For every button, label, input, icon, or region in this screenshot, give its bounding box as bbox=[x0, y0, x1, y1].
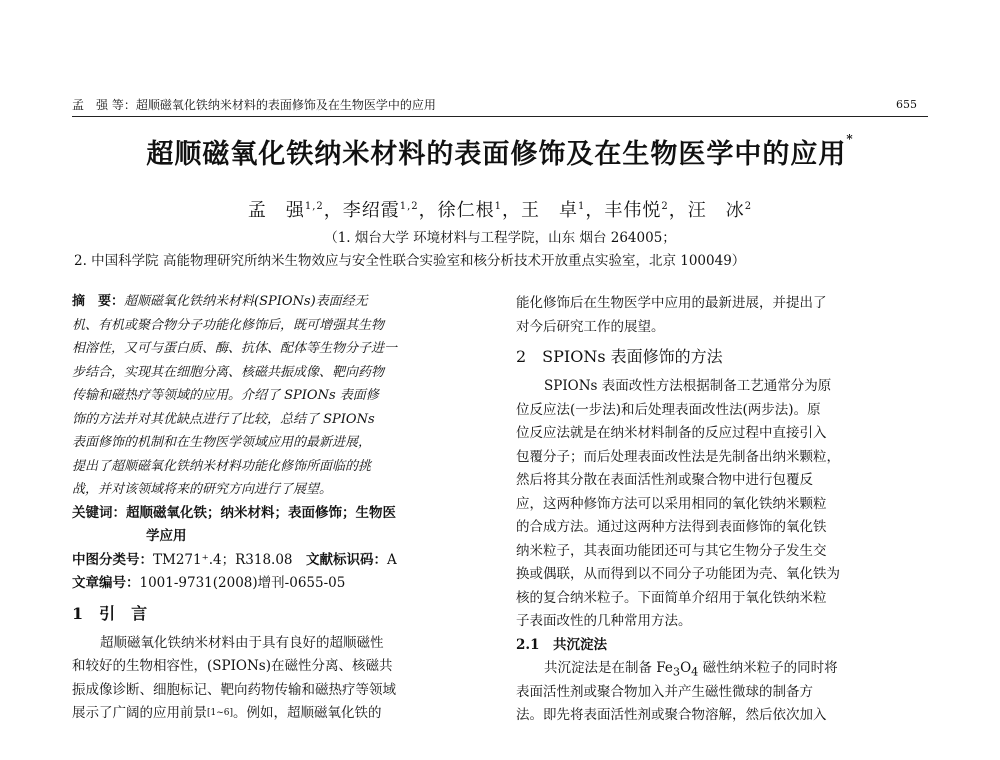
right-column bbox=[516, 292, 931, 728]
abstract-line: 相溶性，又可与蛋白质、酶、抗体、配体等生物分子进一 bbox=[72, 341, 398, 356]
subscript: 3 bbox=[672, 665, 681, 679]
author-affil-sup: 1,2 bbox=[399, 201, 419, 212]
body-line: 核的复合纳米粒子。下面简单介绍用于氧化铁纳米粒 bbox=[516, 589, 827, 606]
running-head: 孟 强 等：超顺磁氧化铁纳米材料的表面修饰及在生物医学中的应用 bbox=[72, 98, 436, 112]
abstract-line: 提出了超顺磁氧化铁纳米材料功能化修饰所面临的挑 bbox=[72, 458, 372, 474]
body-line bbox=[516, 657, 931, 681]
affiliation-1: （1. 烟台大学 环境材料与工程学院，山东 烟台 264005； bbox=[324, 230, 676, 246]
abstract-line: 步结合，实现其在细胞分离、核磁共振成像、靶向药物 bbox=[72, 364, 385, 380]
body-line: 包覆分子；而后处理表面改性法是先制备出纳米颗粒， bbox=[516, 448, 840, 465]
body-line: 表面活性剂或聚合物加入并产生磁性微球的制备方 bbox=[516, 683, 813, 700]
author-affil-sup: 1,2 bbox=[304, 201, 324, 212]
body-line: 位反应法(一步法)和后处理表面改性法(两步法)。原 bbox=[516, 401, 821, 418]
abstract-line: 机、有机或聚合物分子功能化修饰后，既可增强其生物 bbox=[72, 317, 385, 333]
body-text: 展示了广阔的应用前景 bbox=[72, 705, 207, 721]
body-line: 位反应法就是在纳米材料制备的反应过程中直接引入 bbox=[516, 425, 827, 441]
keywords-label: 关键词： bbox=[72, 504, 126, 521]
body-text: 磁性纳米粒子的同时将 bbox=[698, 660, 838, 676]
classification-label: 中图分类号： bbox=[72, 551, 153, 568]
left-column bbox=[72, 290, 487, 726]
abstract-line: 饰的方法并对其优缺点进行了比较，总结了 SPIONs bbox=[72, 411, 375, 427]
body-line: 子表面改性的几种常用方法。 bbox=[516, 613, 692, 629]
subscript: 4 bbox=[691, 665, 699, 679]
body-line: 纳米粒子，其表面功能团还可与其它生物分子发生交 bbox=[516, 542, 827, 559]
author-name: 李绍霞 bbox=[342, 200, 400, 221]
doc-code-label: 文献标识码： bbox=[306, 551, 388, 568]
author-affil-sup: 1 bbox=[578, 201, 586, 212]
body-line: 换或偶联，从而得到以不同分子功能团为壳、氧化铁为 bbox=[516, 566, 840, 582]
body-line: 能化修饰后在生物医学中应用的最新进展，并提出了 bbox=[516, 295, 827, 311]
author-name: 汪 冰 bbox=[687, 200, 745, 221]
classification-line bbox=[72, 549, 487, 573]
section-2-heading: 2 SPIONs 表面修饰的方法 bbox=[516, 347, 723, 366]
body-line: 应，这两种修饰方法可以采用相同的氧化铁纳米颗粒 bbox=[516, 495, 827, 512]
author-name: 丰伟悦 bbox=[604, 200, 662, 221]
author-name: 孟 强 bbox=[247, 200, 305, 221]
author-separator: ， bbox=[668, 200, 688, 221]
body-line: 振成像诊断、细胞标记、靶向药物传输和磁热疗等领域 bbox=[72, 681, 396, 698]
author-name: 王 卓 bbox=[521, 200, 579, 221]
body-line: 的合成方法。通过这两种方法得到表面修饰的氧化铁 bbox=[516, 519, 827, 535]
author-list bbox=[0, 196, 1000, 222]
affiliation-2: 2. 中国科学院 高能物理研究所纳米生物效应与安全性联合实验室和核分析技术开放重点实验室，北京 100049） bbox=[74, 253, 746, 269]
classification-value: TM271⁺.4；R318.08 bbox=[153, 551, 293, 568]
author-name: 徐仁根 bbox=[437, 200, 495, 221]
abstract-line: 表面修饰的机制和在生物医学领域应用的最新进展， bbox=[72, 435, 372, 450]
keywords-line bbox=[72, 502, 487, 526]
body-line: 超顺磁氧化铁纳米材料由于具有良好的超顺磁性 bbox=[100, 634, 384, 651]
author-separator: ， bbox=[585, 200, 605, 221]
header-rule bbox=[72, 116, 928, 117]
body-line: 和较好的生物相容性，(SPIONs)在磁性分离、核磁共 bbox=[72, 658, 393, 674]
title-footnote-mark: * bbox=[846, 132, 854, 146]
body-line bbox=[72, 702, 487, 726]
body-line: 法。即先将表面活性剂或聚合物溶解，然后依次加入 bbox=[516, 707, 827, 723]
body-line: SPIONs 表面改性方法根据制备工艺通常分为原 bbox=[544, 378, 832, 394]
keywords-text: 超顺磁氧化铁；纳米材料；表面修饰；生物医 bbox=[126, 504, 396, 521]
article-id-label: 文章编号： bbox=[72, 575, 140, 591]
article-id-line bbox=[72, 572, 487, 596]
page-number: 655 bbox=[896, 98, 917, 111]
paper-title bbox=[0, 132, 1000, 171]
subsection-2-1-heading: 2.1 共沉淀法 bbox=[516, 636, 607, 653]
abstract-label: 摘 要： bbox=[72, 294, 125, 309]
abstract-line: 战，并对该领域将来的研究方向进行了展望。 bbox=[72, 482, 333, 497]
abstract-text: 超顺磁氧化铁纳米材料(SPIONs)表面经无 bbox=[124, 294, 368, 309]
body-text: 。例如，超顺磁氧化铁的 bbox=[233, 705, 382, 721]
section-1-heading: 1 引 言 bbox=[72, 603, 148, 623]
article-id-value: 1001-9731(2008)增刊-0655-05 bbox=[139, 575, 346, 591]
author-affil-sup: 2 bbox=[661, 201, 669, 212]
title-text: 超顺磁氧化铁纳米材料的表面修饰及在生物医学中的应用 bbox=[146, 139, 847, 170]
author-affil-sup: 1 bbox=[494, 201, 503, 212]
abstract-line: 传输和磁热疗等领域的应用。介绍了 SPIONs 表面修 bbox=[72, 388, 379, 403]
keywords-line-2: 学应用 bbox=[146, 528, 187, 544]
body-text: O bbox=[680, 660, 692, 676]
body-line: 对今后研究工作的展望。 bbox=[516, 318, 665, 335]
body-text: 共沉淀法是在制备 Fe bbox=[544, 660, 673, 676]
abstract-line bbox=[72, 290, 487, 314]
citation-ref: [1~6] bbox=[207, 708, 234, 718]
body-line: 然后将其分散在表面活性剂或聚合物中进行包覆反 bbox=[516, 472, 813, 488]
author-separator: ， bbox=[323, 200, 343, 221]
doc-code-value: A bbox=[387, 551, 397, 568]
author-affil-sup: 2 bbox=[744, 201, 753, 212]
author-separator: ， bbox=[502, 200, 522, 221]
author-separator: ， bbox=[418, 200, 438, 221]
